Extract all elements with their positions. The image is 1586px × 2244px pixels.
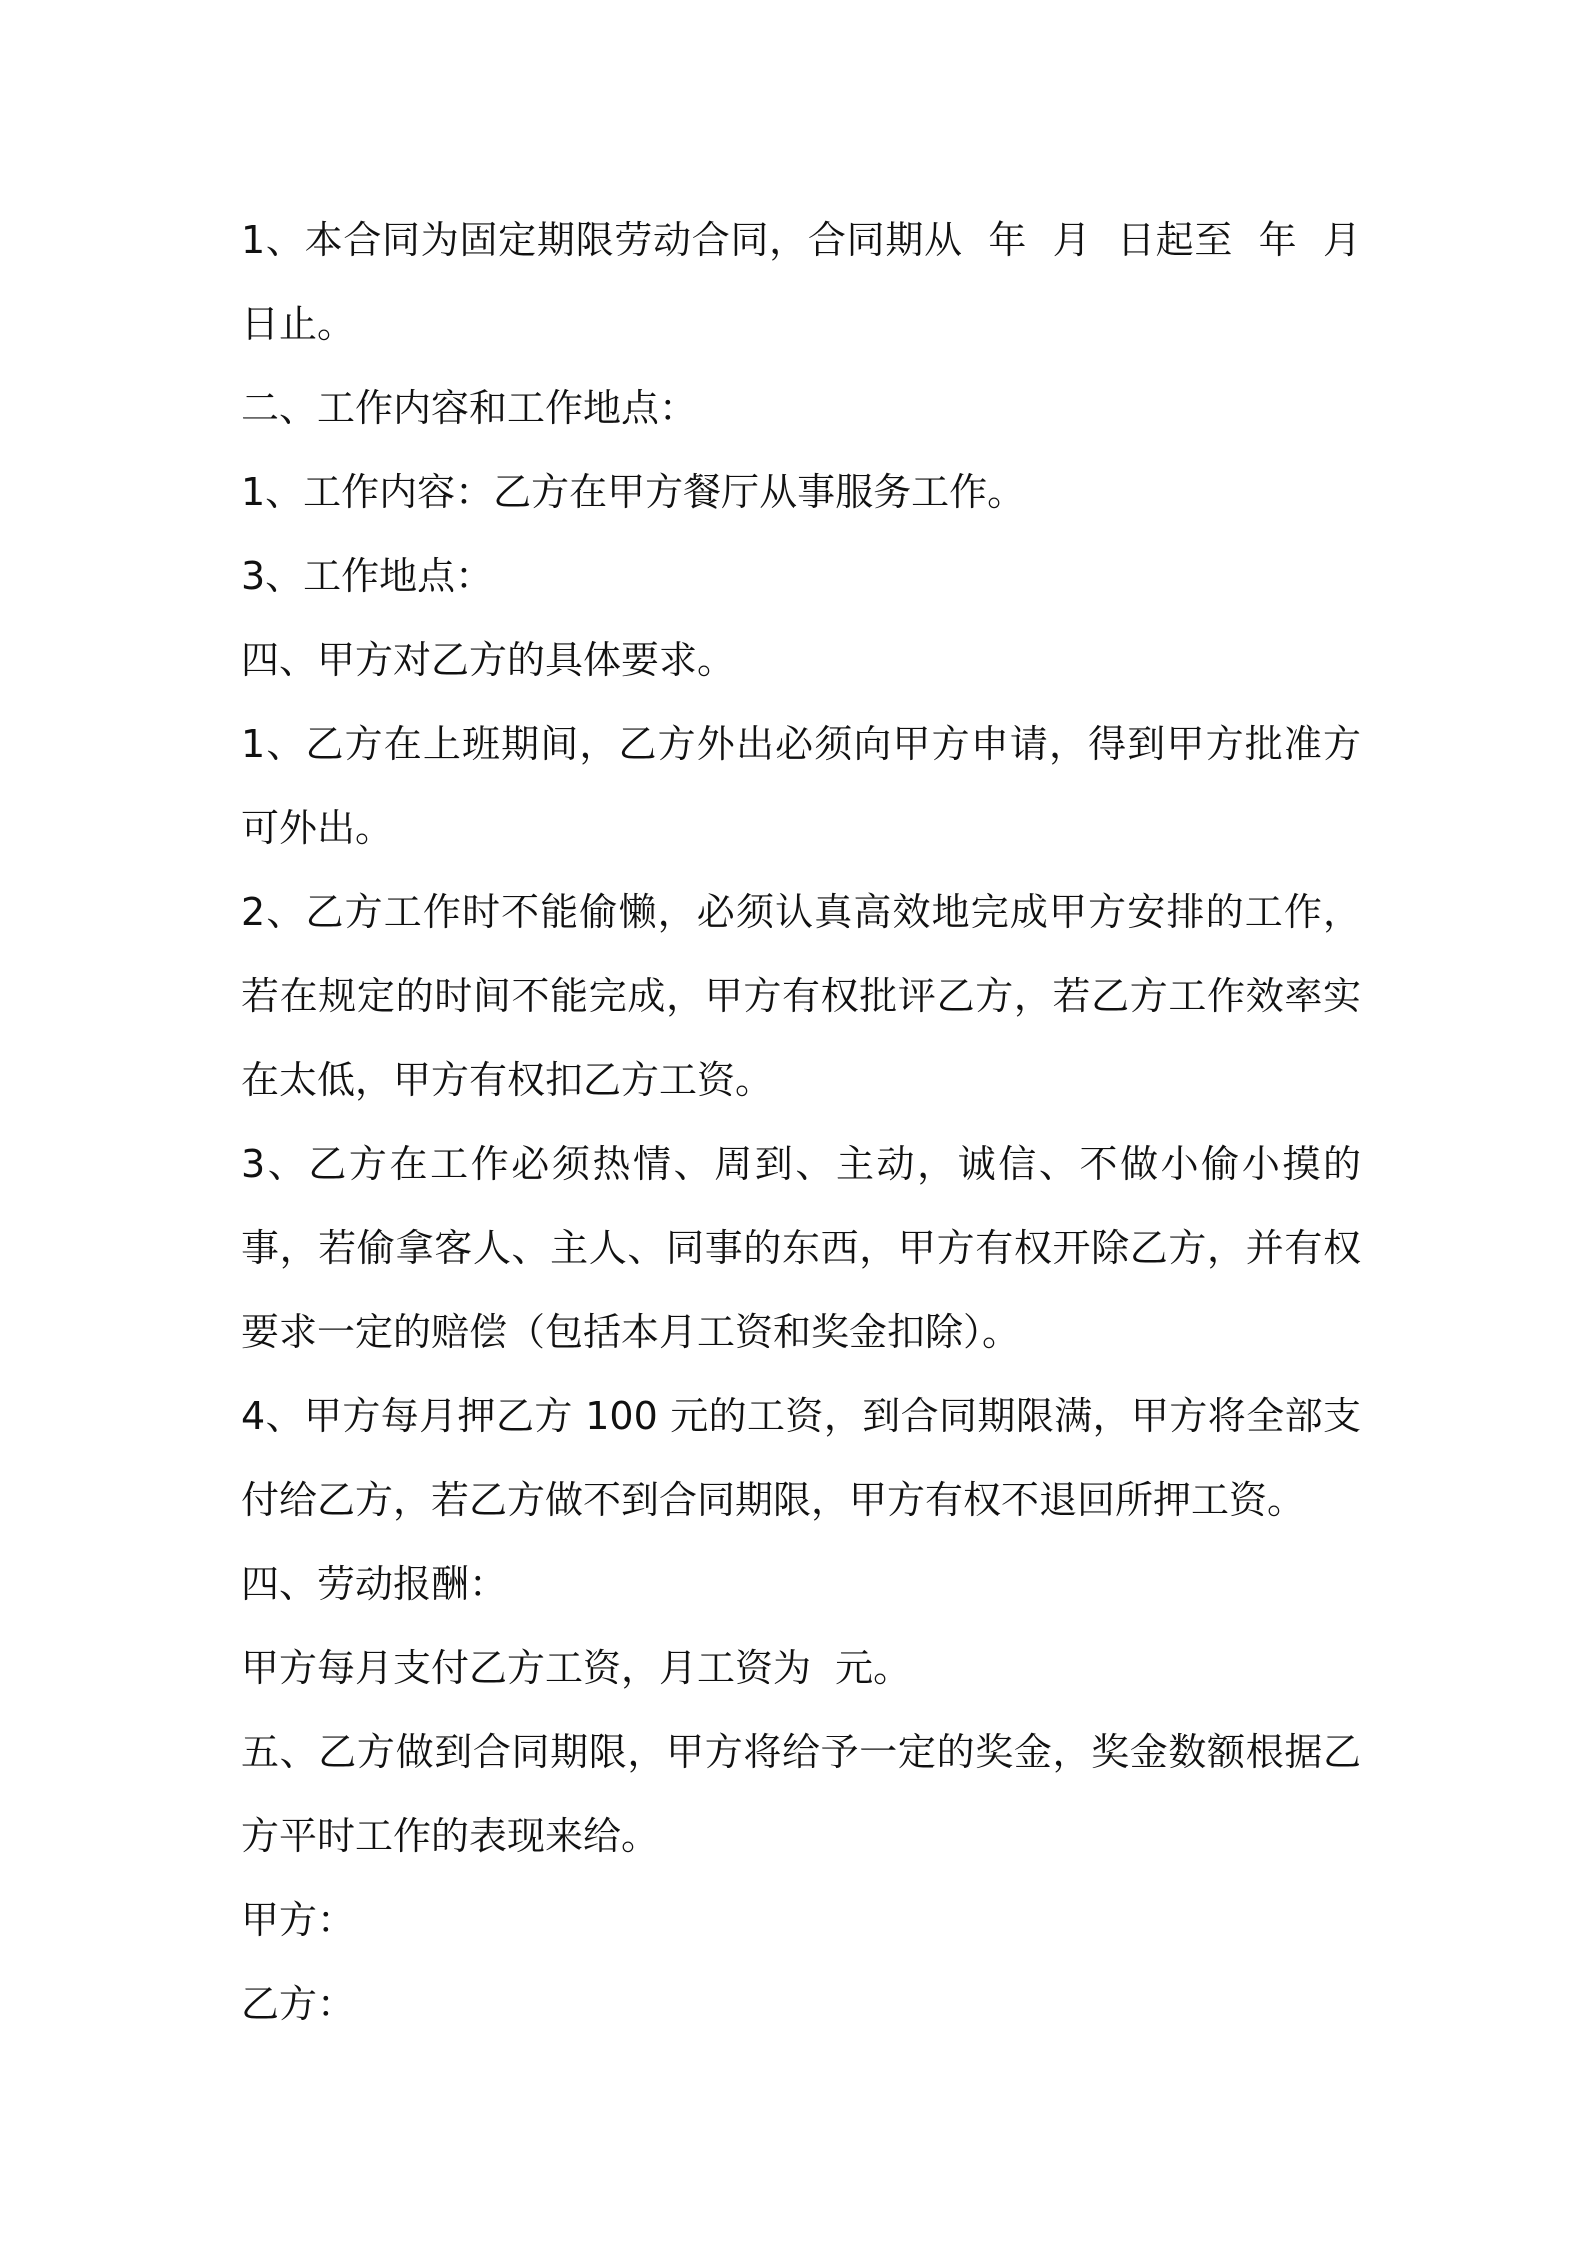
signature-party-b: 乙方： [241,1982,356,2026]
heading-work-content-location: 二、工作内容和工作地点： [241,386,698,430]
signature-party-a: 甲方： [241,1898,356,1942]
clause-conduct: 3、乙方在工作必须热情、周到、主动，诚信、不做小偷小摸的事，若偷拿客人、主人、同事的东西，甲方有权开除乙方，并有权要求一定的赔偿（包括本月工资和奖金扣除）。 [241,1142,1361,1354]
clause-work-content: 1、工作内容：乙方在甲方餐厅从事服务工作。 [241,470,1026,514]
clause-bonus: 五、乙方做到合同期限，甲方将给予一定的奖金，奖金数额根据乙方平时工作的表现来给。 [241,1730,1361,1858]
contract-body [241,198,1386,2046]
clause-deposit: 4、甲方每月押乙方 100 元的工资，到合同期限满，甲方将全部支付给乙方，若乙方做不到合同期限，甲方有权不退回所押工资。 [241,1394,1361,1522]
heading-requirements: 四、甲方对乙方的具体要求。 [241,638,736,682]
clause-monthly-salary: 甲方每月支付乙方工资，月工资为 元。 [241,1646,912,1690]
clause-contract-term: 1、本合同为固定期限劳动合同，合同期从 年 月 日起至 年 月 日止。 [241,218,1386,346]
clause-work-efficiency: 2、乙方工作时不能偷懒，必须认真高效地完成甲方安排的工作，若在规定的时间不能完成，甲方有权批评乙方，若乙方工作效率实在太低，甲方有权扣乙方工资。 [241,890,1361,1102]
heading-remuneration: 四、劳动报酬： [241,1562,508,1606]
clause-leave-request: 1、乙方在上班期间，乙方外出必须向甲方申请，得到甲方批准方可外出。 [241,722,1361,850]
clause-work-location: 3、工作地点： [241,554,494,598]
